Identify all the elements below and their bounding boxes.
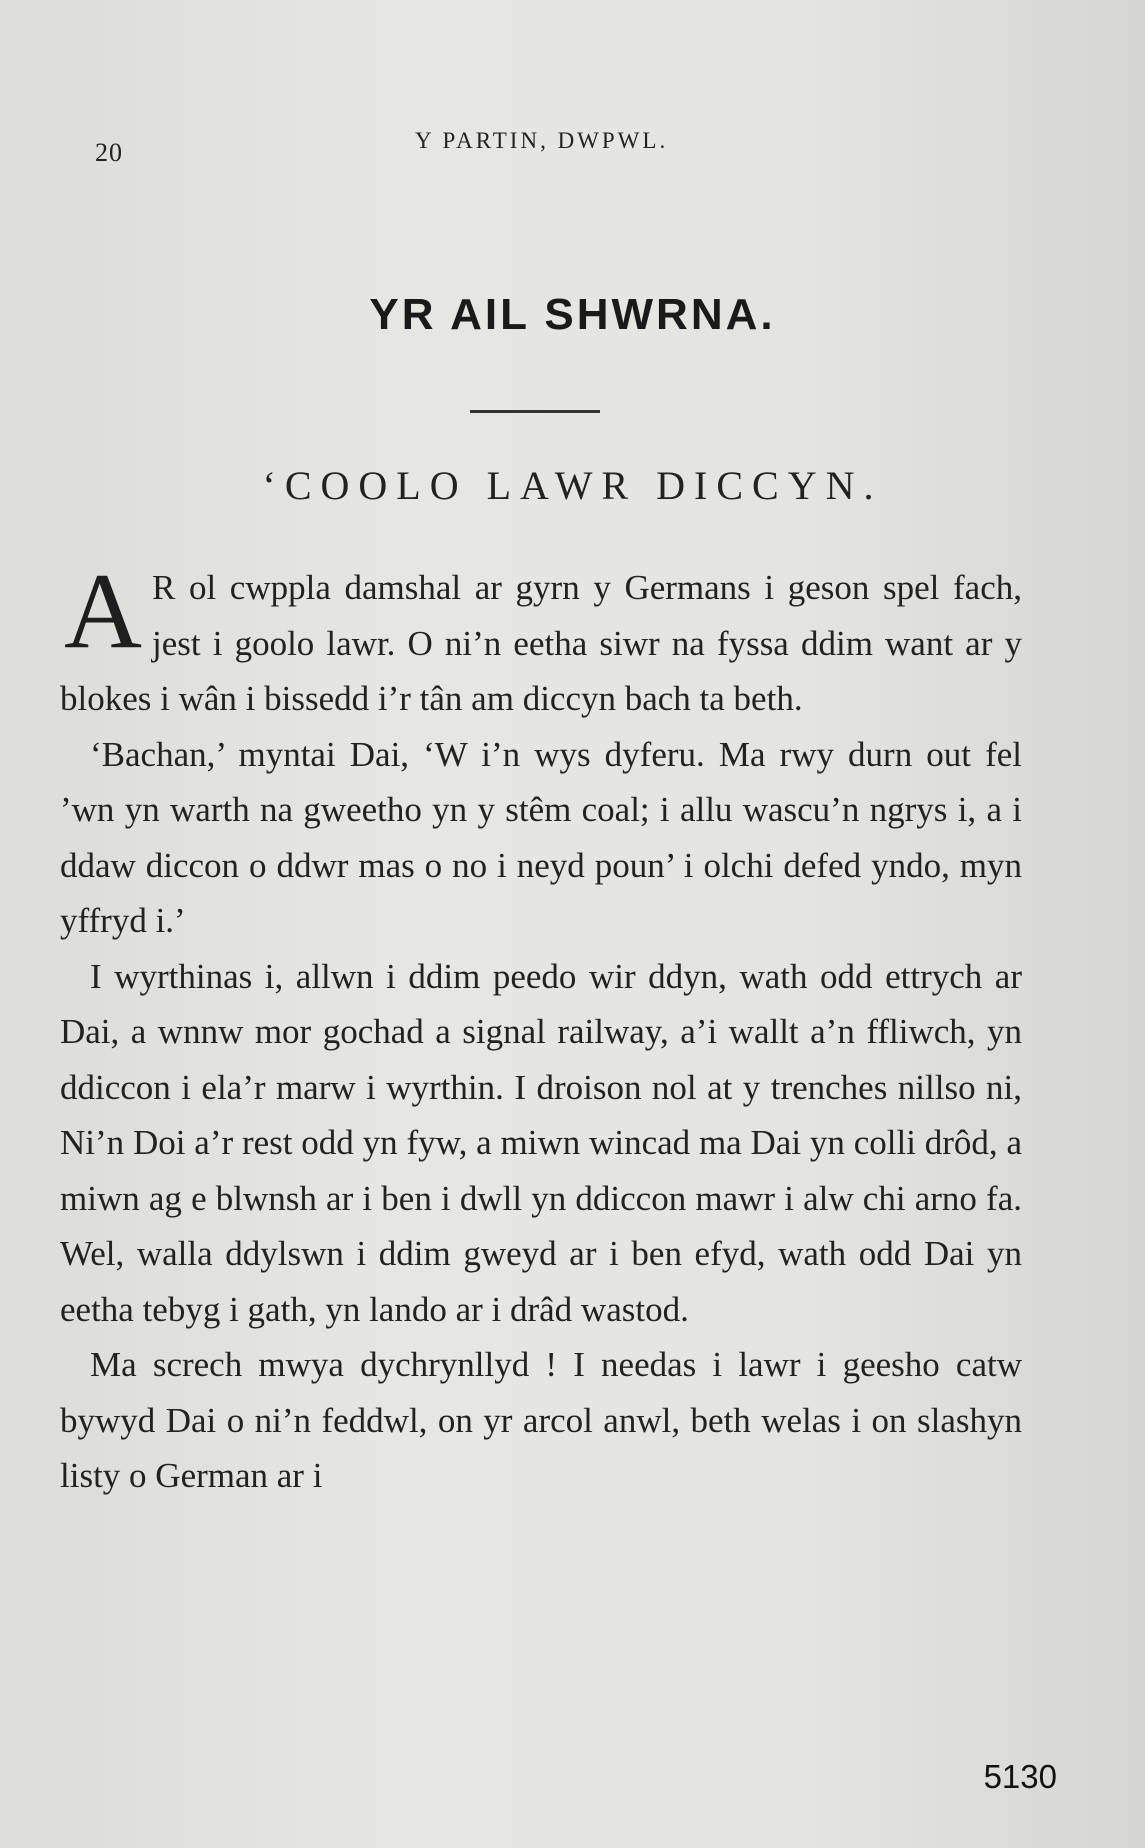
drop-cap: A [64, 552, 142, 671]
paragraph-1 [60, 552, 1022, 727]
paragraph-2: ‘Bachan,’ myntai Dai, ‘W i’n wys dyferu. Ma rwy durn out fel ’wn yn warth na gweetho yn y stêm coal; i allu wascu’n ngrys i, a i ddaw diccon o ddwr mas o no i neyd poun’ i olchi defed yndo, myn yffryd i.’ [60, 734, 1022, 940]
paragraph-1-text: R ol cwppla damshal ar gyrn y Germans i geson spel fach, jest i goolo lawr. O ni’n eetha siwr na fyssa ddim want ar y blokes i wân i bissedd i’r tân am diccyn bach ta beth. [60, 568, 1022, 718]
paragraph-3: I wyrthinas i, allwn i ddim peedo wir ddyn, wath odd ettrych ar Dai, a wnnw mor gochad a signal railway, a’i wallt a’n ffliwch, yn ddiccon i ela’r marw i wyrthin. I droison nol at y trenches nillso ni, Ni’n Doi a’r rest odd yn fyw, a miwn wincad ma Dai yn colli drôd, a miwn ag e blwnsh ar i ben i dwll yn ddiccon mawr i alw chi arno fa. Wel, walla ddylswn i ddim gweyd ar i ben efyd, wath odd Dai yn eetha tebyg i gath, yn lando ar i drâd wastod. [60, 956, 1022, 1329]
paragraph-4: Ma screch mwya dychrynllyd ! I needas i lawr i geesho catw bywyd Dai o ni’n feddwl, on yr arcol anwl, beth welas i on slashyn listy o German ar i [60, 1345, 1022, 1495]
running-head: Y PARTIN, DWPWL. [415, 128, 669, 153]
page-number: 20 [95, 138, 123, 167]
section-title: ‘COOLO LAWR DICCYN. [262, 463, 883, 508]
chapter-title: YR AIL SHWRNA. [369, 290, 776, 339]
body-text [60, 552, 1022, 1504]
page-header [95, 128, 1035, 168]
catalog-number: 5130 [983, 1758, 1057, 1795]
title-rule [470, 410, 600, 413]
